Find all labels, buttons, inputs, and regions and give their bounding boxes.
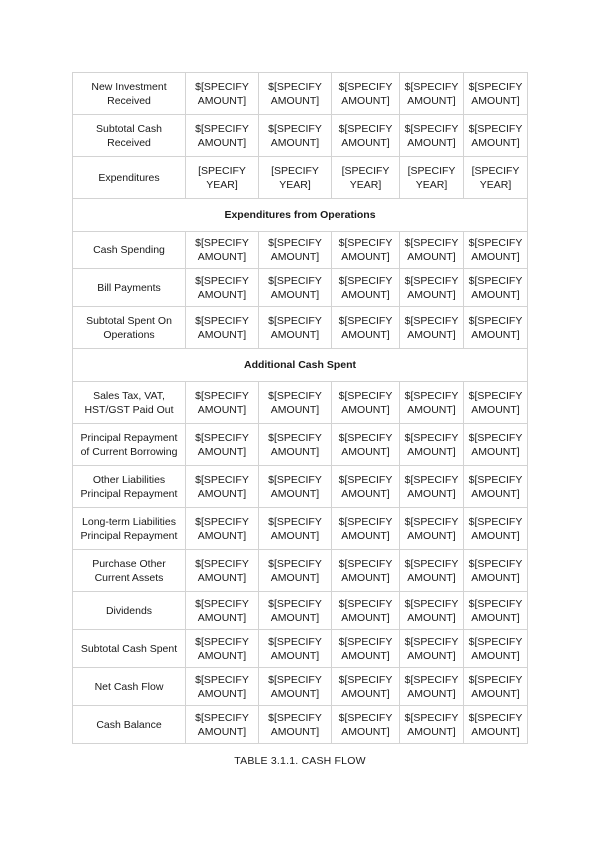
value-cell: $[SPECIFY AMOUNT] (464, 382, 528, 424)
table-row (73, 73, 528, 115)
value-cell: $[SPECIFY AMOUNT] (332, 508, 400, 550)
value-cell: [SPECIFY YEAR] (400, 157, 464, 199)
value-cell: $[SPECIFY AMOUNT] (400, 307, 464, 349)
value-cell: $[SPECIFY AMOUNT] (332, 550, 400, 592)
value-cell: $[SPECIFY AMOUNT] (259, 73, 332, 115)
row-label: Long-term Liabilities Principal Repayment (73, 508, 186, 550)
row-label: Purchase Other Current Assets (73, 550, 186, 592)
value-cell: $[SPECIFY AMOUNT] (400, 668, 464, 706)
value-cell: $[SPECIFY AMOUNT] (464, 630, 528, 668)
table-caption: TABLE 3.1.1. CASH FLOW (234, 755, 366, 767)
value-cell: $[SPECIFY AMOUNT] (186, 382, 259, 424)
value-cell: $[SPECIFY AMOUNT] (332, 269, 400, 307)
value-cell: $[SPECIFY AMOUNT] (186, 424, 259, 466)
table-row (73, 508, 528, 550)
table-row (73, 466, 528, 508)
value-cell: $[SPECIFY AMOUNT] (259, 269, 332, 307)
table-row (73, 706, 528, 744)
row-label: New Investment Received (73, 73, 186, 115)
row-label: Subtotal Cash Received (73, 115, 186, 157)
value-cell: $[SPECIFY AMOUNT] (400, 115, 464, 157)
value-cell: $[SPECIFY AMOUNT] (259, 115, 332, 157)
value-cell: $[SPECIFY AMOUNT] (400, 630, 464, 668)
cash-flow-table (72, 72, 528, 744)
value-cell: $[SPECIFY AMOUNT] (332, 668, 400, 706)
value-cell: $[SPECIFY AMOUNT] (464, 73, 528, 115)
table-row (73, 382, 528, 424)
value-cell: $[SPECIFY AMOUNT] (186, 307, 259, 349)
value-cell: [SPECIFY YEAR] (464, 157, 528, 199)
table-row (73, 424, 528, 466)
value-cell: $[SPECIFY AMOUNT] (400, 232, 464, 269)
value-cell: $[SPECIFY AMOUNT] (332, 706, 400, 744)
value-cell: $[SPECIFY AMOUNT] (464, 668, 528, 706)
value-cell: $[SPECIFY AMOUNT] (186, 592, 259, 630)
value-cell: $[SPECIFY AMOUNT] (332, 466, 400, 508)
row-label: Principal Repayment of Current Borrowing (73, 424, 186, 466)
value-cell: $[SPECIFY AMOUNT] (464, 550, 528, 592)
row-label: Other Liabilities Principal Repayment (73, 466, 186, 508)
value-cell: $[SPECIFY AMOUNT] (259, 466, 332, 508)
row-label: Dividends (73, 592, 186, 630)
row-label: Subtotal Spent On Operations (73, 307, 186, 349)
row-label: Subtotal Cash Spent (73, 630, 186, 668)
value-cell: $[SPECIFY AMOUNT] (332, 382, 400, 424)
value-cell: $[SPECIFY AMOUNT] (464, 307, 528, 349)
table-row (73, 115, 528, 157)
value-cell: $[SPECIFY AMOUNT] (259, 232, 332, 269)
table-row (73, 307, 528, 349)
table-row (73, 668, 528, 706)
value-cell: $[SPECIFY AMOUNT] (332, 115, 400, 157)
cash-flow-table-body (73, 73, 528, 744)
value-cell: $[SPECIFY AMOUNT] (400, 550, 464, 592)
value-cell: $[SPECIFY AMOUNT] (186, 668, 259, 706)
value-cell: $[SPECIFY AMOUNT] (400, 466, 464, 508)
row-label: Cash Spending (73, 232, 186, 269)
value-cell: $[SPECIFY AMOUNT] (186, 73, 259, 115)
value-cell: $[SPECIFY AMOUNT] (186, 115, 259, 157)
row-label: Expenditures (73, 157, 186, 199)
value-cell: [SPECIFY YEAR] (332, 157, 400, 199)
section-header: Additional Cash Spent (73, 349, 528, 382)
value-cell: $[SPECIFY AMOUNT] (332, 73, 400, 115)
section-header-row (73, 349, 528, 382)
value-cell: $[SPECIFY AMOUNT] (332, 592, 400, 630)
value-cell: $[SPECIFY AMOUNT] (259, 382, 332, 424)
table-row (73, 269, 528, 307)
value-cell: $[SPECIFY AMOUNT] (186, 466, 259, 508)
value-cell: $[SPECIFY AMOUNT] (259, 592, 332, 630)
row-label: Bill Payments (73, 269, 186, 307)
value-cell: $[SPECIFY AMOUNT] (400, 706, 464, 744)
value-cell: $[SPECIFY AMOUNT] (400, 424, 464, 466)
table-row (73, 592, 528, 630)
value-cell: $[SPECIFY AMOUNT] (186, 232, 259, 269)
row-label: Net Cash Flow (73, 668, 186, 706)
value-cell: $[SPECIFY AMOUNT] (259, 668, 332, 706)
value-cell: $[SPECIFY AMOUNT] (464, 508, 528, 550)
row-label: Cash Balance (73, 706, 186, 744)
value-cell: $[SPECIFY AMOUNT] (464, 592, 528, 630)
value-cell: $[SPECIFY AMOUNT] (186, 269, 259, 307)
value-cell: $[SPECIFY AMOUNT] (464, 115, 528, 157)
value-cell: $[SPECIFY AMOUNT] (464, 424, 528, 466)
table-row (73, 630, 528, 668)
value-cell: $[SPECIFY AMOUNT] (464, 232, 528, 269)
value-cell: $[SPECIFY AMOUNT] (259, 424, 332, 466)
value-cell: $[SPECIFY AMOUNT] (332, 630, 400, 668)
value-cell: $[SPECIFY AMOUNT] (259, 706, 332, 744)
value-cell: $[SPECIFY AMOUNT] (400, 592, 464, 630)
value-cell: $[SPECIFY AMOUNT] (464, 466, 528, 508)
table-row (73, 157, 528, 199)
value-cell: $[SPECIFY AMOUNT] (259, 307, 332, 349)
value-cell: $[SPECIFY AMOUNT] (400, 269, 464, 307)
table-row (73, 232, 528, 269)
value-cell: $[SPECIFY AMOUNT] (400, 73, 464, 115)
section-header-row (73, 199, 528, 232)
value-cell: $[SPECIFY AMOUNT] (186, 508, 259, 550)
value-cell: $[SPECIFY AMOUNT] (332, 232, 400, 269)
value-cell: $[SPECIFY AMOUNT] (400, 382, 464, 424)
value-cell: $[SPECIFY AMOUNT] (186, 706, 259, 744)
value-cell: $[SPECIFY AMOUNT] (332, 424, 400, 466)
section-header: Expenditures from Operations (73, 199, 528, 232)
value-cell: [SPECIFY YEAR] (186, 157, 259, 199)
value-cell: $[SPECIFY AMOUNT] (400, 508, 464, 550)
value-cell: $[SPECIFY AMOUNT] (332, 307, 400, 349)
value-cell: [SPECIFY YEAR] (259, 157, 332, 199)
value-cell: $[SPECIFY AMOUNT] (464, 269, 528, 307)
value-cell: $[SPECIFY AMOUNT] (259, 550, 332, 592)
table-row (73, 550, 528, 592)
row-label: Sales Tax, VAT, HST/GST Paid Out (73, 382, 186, 424)
value-cell: $[SPECIFY AMOUNT] (186, 630, 259, 668)
value-cell: $[SPECIFY AMOUNT] (259, 508, 332, 550)
value-cell: $[SPECIFY AMOUNT] (464, 706, 528, 744)
value-cell: $[SPECIFY AMOUNT] (186, 550, 259, 592)
value-cell: $[SPECIFY AMOUNT] (259, 630, 332, 668)
